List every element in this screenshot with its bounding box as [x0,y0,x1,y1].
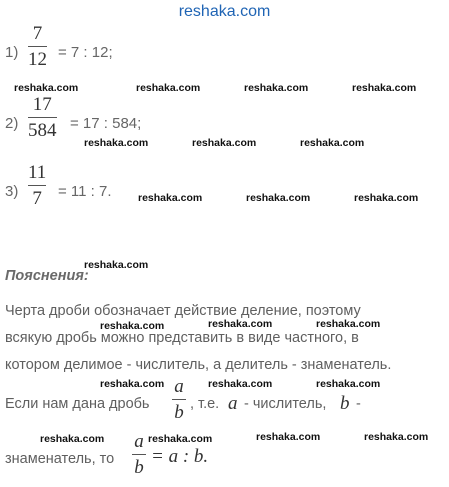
item-2-label: 2) [5,115,19,132]
item-2-fraction [28,95,57,140]
explanation-line-2: всякую дробь можно представить в виде частного, в [5,330,359,346]
watermark: reshaka.com [352,82,417,94]
item-1-denominator: 12 [28,49,47,70]
fraction-bar [172,399,186,400]
fraction-bar [28,185,46,186]
explanation-heading: Пояснения: [5,268,89,284]
fraction-bar [28,46,47,47]
explanation-line-1: Черта дроби обозначает действие деление, поэтому [5,303,361,319]
explanation-line-4-te: , т.е. [190,396,220,412]
watermark: reshaka.com [84,259,149,271]
watermark: reshaka.com [354,192,419,204]
explanation-line-5-start: знаменатель, то [5,451,115,467]
watermark: reshaka.com [136,82,201,94]
inline-fraction-denominator: b [174,402,184,423]
watermark: reshaka.com [316,378,381,390]
item-1-fraction [28,24,47,69]
item-2-denominator: 584 [28,120,57,141]
explanation-line-4-numerator: - числитель, [244,396,327,412]
watermark: reshaka.com [208,318,273,330]
watermark: reshaka.com [256,431,321,443]
fraction-bar [28,117,57,118]
item-2-numerator: 17 [32,94,52,115]
watermark: reshaka.com [138,192,203,204]
watermark: reshaka.com [100,378,165,390]
watermark: reshaka.com [14,82,79,94]
watermark: reshaka.com [148,433,213,445]
explanation-line-4-start: Если нам дана дробь [5,396,150,412]
watermark: reshaka.com [364,431,429,443]
watermark: reshaka.com [246,192,311,204]
watermark: reshaka.com [208,378,273,390]
fraction-bar [132,454,146,455]
inline-fraction-numerator: a [174,376,184,397]
equation-rhs: = a : b. [151,446,209,467]
watermark: reshaka.com [244,82,309,94]
site-header-link[interactable]: reshaka.com [178,3,271,20]
equation-fraction-ab [132,432,146,477]
item-3-numerator: 11 [28,162,47,183]
variable-a: a [228,393,238,414]
item-1-ratio: = 7 : 12; [58,44,113,61]
item-3-ratio: = 11 : 7. [58,183,112,200]
watermark: reshaka.com [300,137,365,149]
inline-fraction-ab [172,377,186,422]
watermark: reshaka.com [316,318,381,330]
item-2-ratio: = 17 : 584; [70,115,142,132]
item-3-denominator: 7 [32,188,42,209]
item-3-fraction [28,163,46,208]
item-3-label: 3) [5,183,19,200]
watermark: reshaka.com [40,433,105,445]
item-1-label: 1) [5,44,19,61]
explanation-line-3: котором делимое - числитель, а делитель - знаменатель. [5,357,392,373]
variable-b: b [340,393,350,414]
watermark: reshaka.com [100,320,165,332]
explanation-line-4-dash: - [356,396,361,412]
watermark: reshaka.com [192,137,257,149]
item-1-numerator: 7 [32,23,43,44]
equation-fraction-numerator: a [134,431,144,452]
equation-fraction-denominator: b [134,457,144,478]
watermark: reshaka.com [84,137,149,149]
